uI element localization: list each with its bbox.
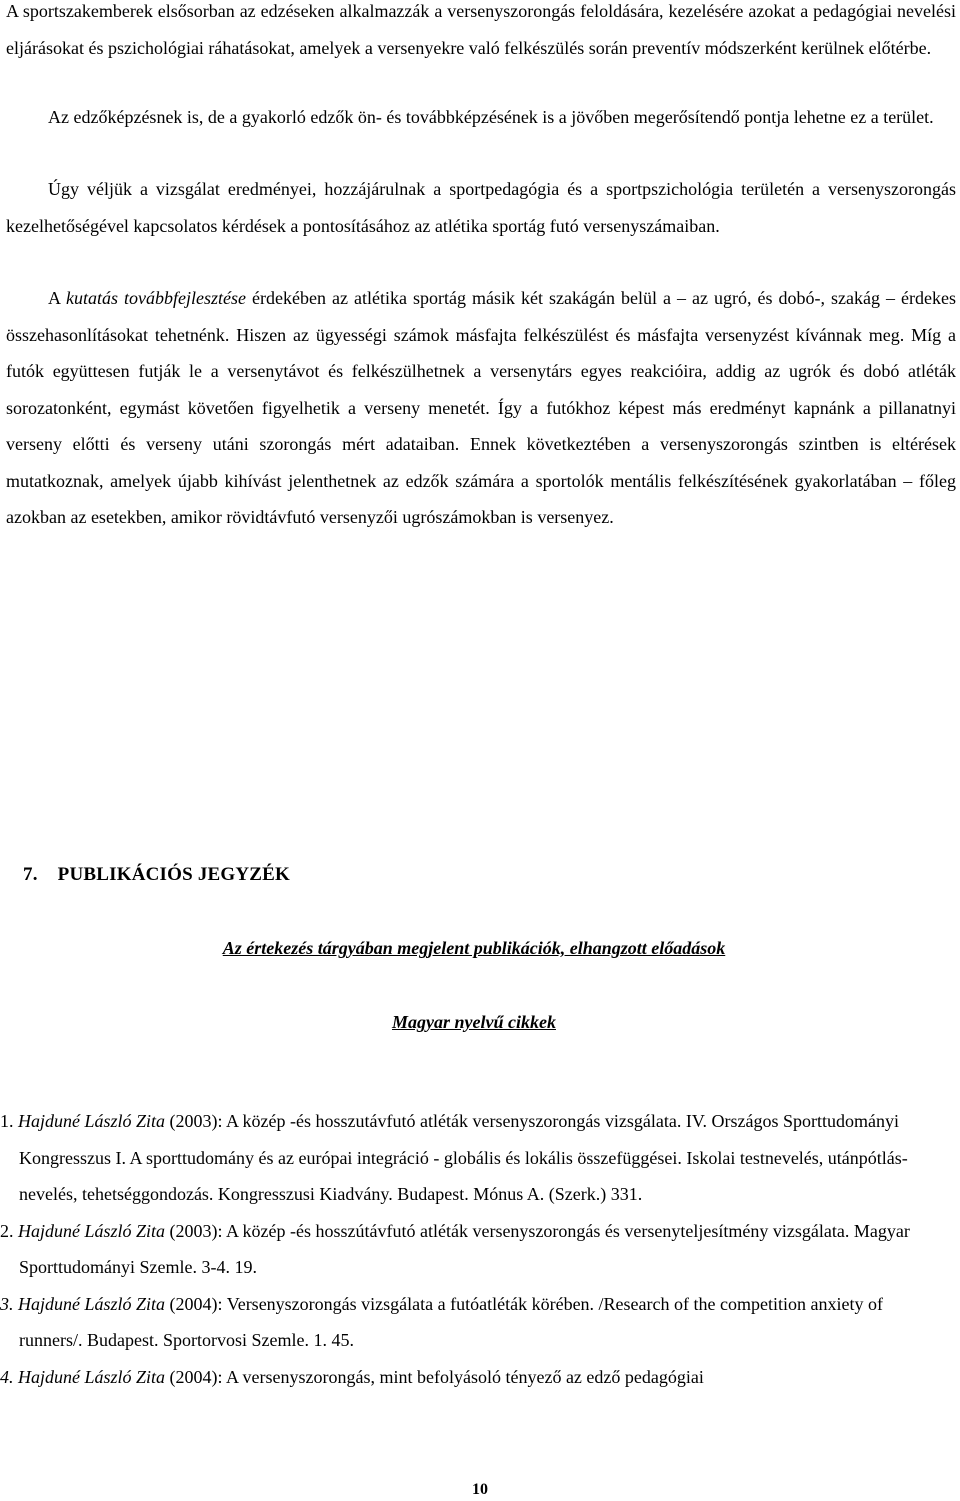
- paragraph-3-text: Úgy véljük a vizsgálat eredményei, hozzájárulnak a sportpedagógia és a sportpszichológia területén a versenyszorongás kezelhetőségével kapcsolatos kérdések a pontosításához az atlétika sportág futó versenyszámaiban.: [6, 179, 956, 236]
- page-number: 10: [472, 1481, 488, 1498]
- publication-item: [0, 1359, 950, 1396]
- publication-number: 1.: [0, 1111, 14, 1131]
- publication-text: (2004): A versenyszorongás, mint befolyásoló tényező az edző pedagógiai: [165, 1366, 704, 1387]
- paragraph-4-start: A: [48, 288, 67, 308]
- subtitle-publications: Az értekezés tárgyában megjelent publikációk, elhangzott előadások: [222, 938, 726, 958]
- paragraph-2: [6, 99, 956, 136]
- publication-number: 2.: [0, 1220, 14, 1241]
- publication-item: [0, 1286, 950, 1359]
- publication-item: [0, 1213, 950, 1286]
- publication-item: [0, 1103, 950, 1213]
- section-heading: [23, 864, 290, 886]
- section-number: 7.: [23, 864, 38, 885]
- paragraph-3: [6, 171, 956, 244]
- publication-number: 4.: [0, 1366, 14, 1387]
- paragraph-2-text: Az edzőképzésnek is, de a gyakorló edzők ön- és továbbképzésének is a jövőben megerősítendő pontja lehetne ez a terület.: [48, 107, 934, 127]
- subtitle-hungarian-articles: Magyar nyelvű cikkek: [392, 1012, 556, 1032]
- publication-text: (2003): A közép -és hosszutávfutó atléták versenyszorongás vizsgálata. IV. Országos Sporttudományi Kongresszus I. A sporttudomány és az európai integráció - globális és lokális összefüggései. Iskolai testnevelés, utánpótlás- nevelés, tehetséggondozás. Kongresszusi Kiadvány. Budapest. Mónus A. (Szerk.) 331.: [19, 1111, 908, 1204]
- section-title: PUBLIKÁCIÓS JEGYZÉK: [57, 864, 291, 885]
- paragraph-4-rest: érdekében az atlétika sportág másik két szakágán belül a – az ugró, és dobó-, szakág – érdekes összehasonlításokat tehetnénk. Hiszen az ügyességi számok másfajta felkészülést és másfajta versenyzést kívánnak meg. Míg a futók együttesen futják le a versenytávot és felkészülhetnek a versenytárs egyes reakcióira, addig az ugrók és dobó atléták sorozatonként, egymást követően figyelhetik a verseny menetét. Így a futókhoz képest más eredményt kapnánk a pillanatnyi verseny előtti és verseny utáni szorongás mért adataiban. Ennek következtében a versenyszorongás szintben is eltérések mutatkoznak, amelyek újabb kihívást jelenthetnek az edzők számára a sportolók mentális felkészítésének gyakorlatában – főleg azokban az esetekben, amikor rövidtávfutó versenyzői ugrószámokban is versenyez.: [6, 288, 956, 527]
- paragraph-1-text: A sportszakemberek elsősorban az edzéseken alkalmazzák a versenyszorongás feloldására, kezelésére azokat a pedagógiai nevelési eljárásokat és pszichológiai ráhatásokat, amelyek a versenyekre való felkészülés során preventív módszerként kerülnek előtérbe.: [6, 1, 956, 58]
- publication-author: Hajduné László Zita: [18, 1293, 166, 1314]
- publication-author: Hajduné László Zita: [18, 1220, 166, 1241]
- publication-text: (2003): A közép -és hosszútávfutó atléták versenyszorongás és versenyteljesítmény vizsgálata. Magyar Sporttudományi Szemle. 3-4. 19.: [19, 1220, 910, 1277]
- paragraph-1: [6, 0, 956, 66]
- publication-author: Hajduné László Zita: [18, 1111, 166, 1131]
- publication-number: 3.: [0, 1293, 14, 1314]
- publication-author: Hajduné László Zita: [18, 1366, 166, 1387]
- publication-text: (2004): Versenyszorongás vizsgálata a futóatléták körében. /Research of the competition anxiety of runners/. Budapest. Sportorvosi Szemle. 1. 45.: [19, 1293, 883, 1350]
- paragraph-4: [6, 280, 956, 536]
- paragraph-4-emphasis: kutatás továbbfejlesztése: [66, 288, 247, 308]
- publication-list: [0, 1103, 950, 1395]
